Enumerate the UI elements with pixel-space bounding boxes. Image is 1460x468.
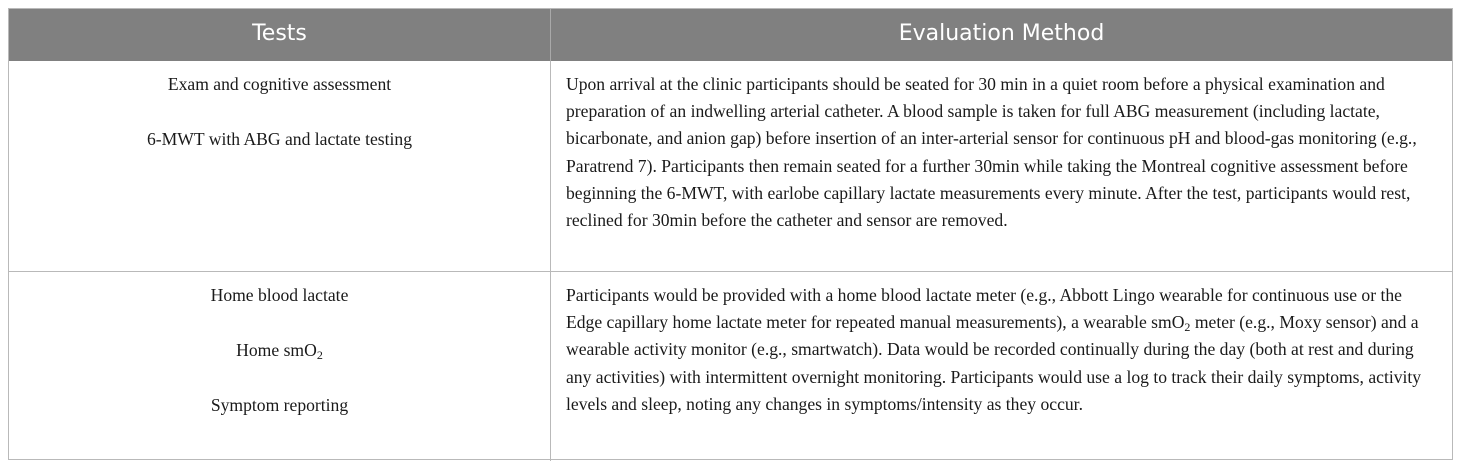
- column-divider: [550, 272, 551, 461]
- method-text-part: meter (e.g., Moxy sensor) and a wearable activity monitor (e.g., smartwatch). Data would be recorded continually during the day (both at rest and during any activities) with intermittent overnight monitoring. Participants would use a log to track their daily symptoms, activity levels and sleep, noting any changes in symptoms/intensity as they occur.: [566, 312, 1422, 414]
- subscript: 2: [1184, 320, 1191, 335]
- table-row: [9, 61, 1452, 272]
- method-text-part: Participants would be provided with a home blood lactate meter (e.g., Abbott Lingo wearable for continuous use or the Edge capillary home lactate meter for repeated manual measurements), a wearable smO: [566, 285, 1402, 333]
- data-table: [8, 8, 1453, 460]
- method-text: Upon arrival at the clinic participants should be seated for 30 min in a quiet room before a physical examination and preparation of an indwelling arterial catheter. A blood sample is taken for full ABG measurement (including lactate, bicarbonate, and anion gap) before insertion of an inter-arterial sensor for continuous pH and blood-gas monitoring (e.g., Paratrend 7). Participants then remain seated for a further 30min while taking the Montreal cognitive assessment before beginning the 6-MWT, with earlobe capillary lactate measurements every minute. After the test, participants would rest, reclined for 30min before the catheter and sensor are removed.: [566, 74, 1417, 231]
- test-item: Exam and cognitive assessment: [167, 74, 392, 94]
- header-evaluation-method: Evaluation Method: [898, 21, 1105, 46]
- test-item: [9, 336, 550, 364]
- method-text: [566, 282, 1436, 418]
- header-tests: Tests: [252, 21, 307, 46]
- tests-cell: [9, 281, 550, 419]
- method-cell: [566, 71, 1436, 234]
- tests-cell: [9, 70, 550, 153]
- test-item: 6-MWT with ABG and lactate testing: [147, 129, 412, 149]
- method-cell: [566, 282, 1436, 418]
- test-item: Home blood lactate: [210, 285, 349, 305]
- column-divider: [550, 61, 551, 271]
- header-column-divider: [550, 9, 551, 61]
- table-row: [9, 272, 1452, 461]
- subscript: 2: [316, 348, 323, 362]
- table-header: [9, 9, 1452, 61]
- test-item-text: Home smO: [236, 340, 317, 360]
- test-item: Symptom reporting: [210, 395, 349, 415]
